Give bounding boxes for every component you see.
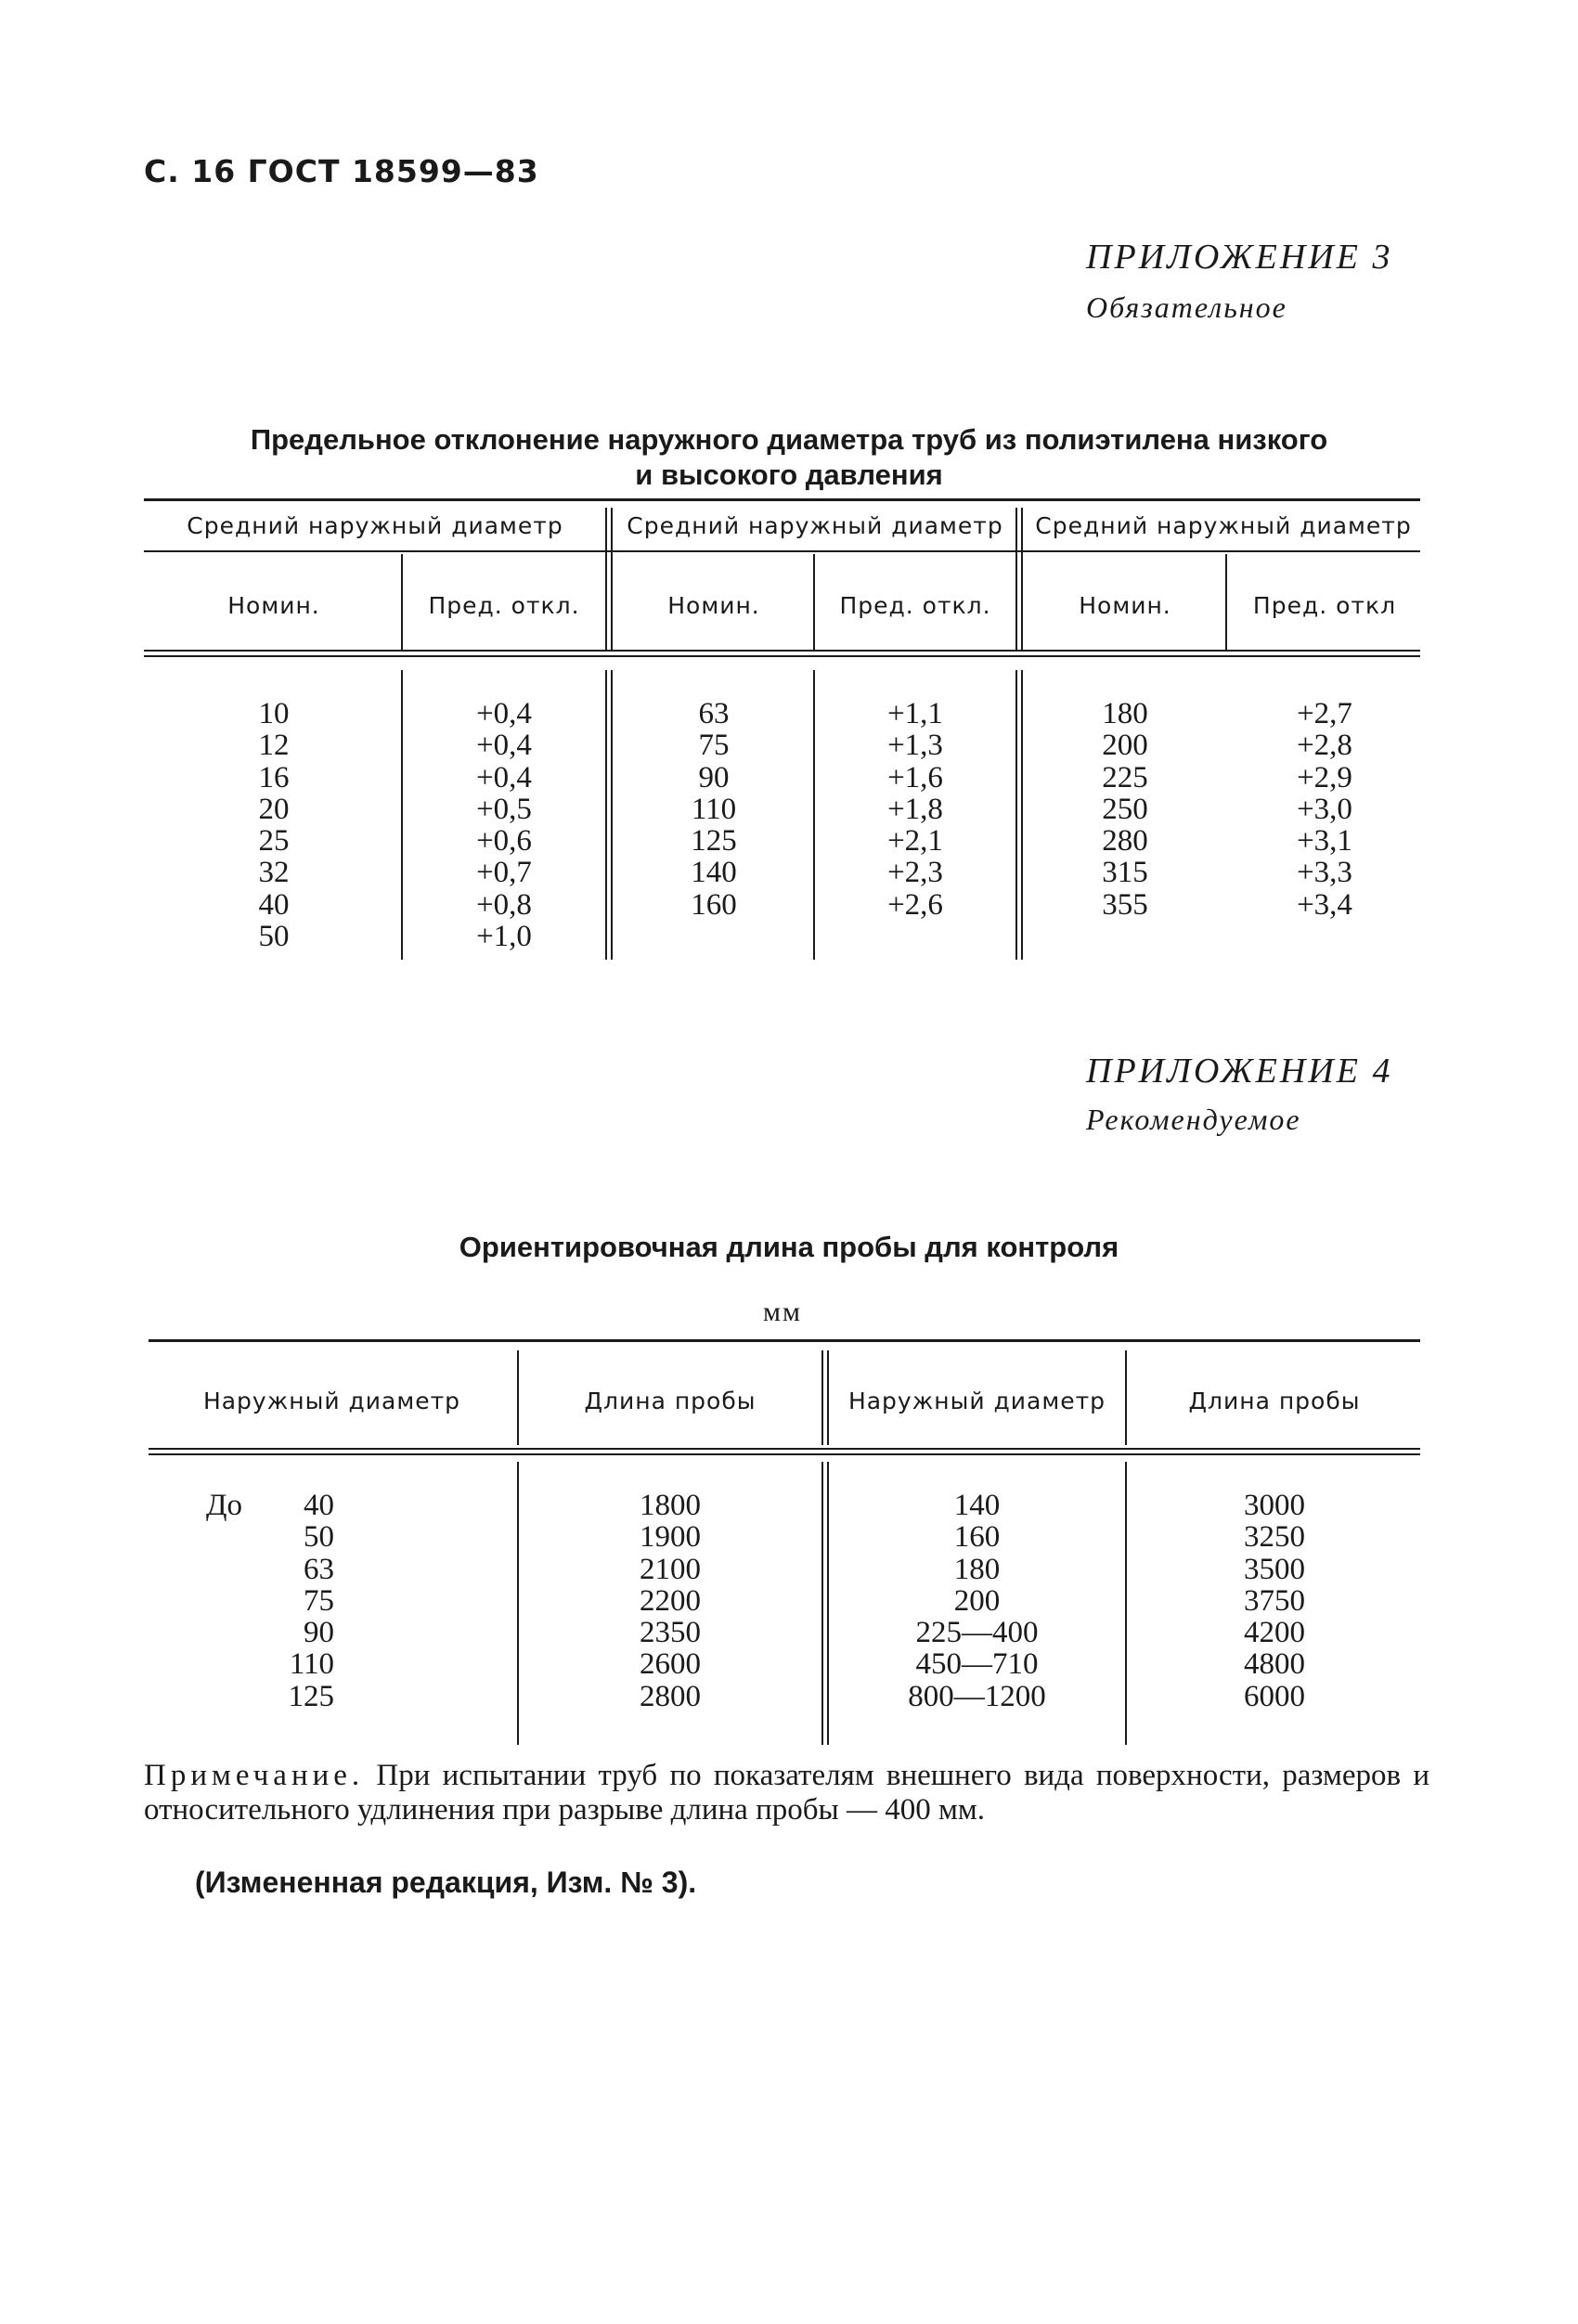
nominal-cell: 225	[1102, 760, 1148, 794]
length-cell: 1900	[640, 1520, 701, 1555]
nominal-cell: 355	[1102, 887, 1148, 922]
length-cell: 4800	[1244, 1647, 1305, 1682]
length-cell: 3250	[1244, 1520, 1305, 1555]
deviation-column	[1229, 698, 1420, 921]
nominal-cell: 125	[691, 824, 737, 859]
table-top-rule	[144, 498, 1420, 501]
deviation-cell: +0,8	[476, 887, 532, 922]
length-cell: 6000	[1244, 1679, 1305, 1713]
edition-note: (Измененная редакция, Изм. № 3).	[195, 1866, 697, 1899]
group-header: Средний наружный диаметр	[1035, 512, 1412, 539]
group-header: Средний наружный диаметр	[187, 512, 563, 539]
nominal-cell: 140	[691, 856, 737, 890]
appendix4-subtitle: Рекомендуемое	[1086, 1103, 1301, 1136]
col-divider	[1125, 1462, 1127, 1745]
appendix3-table-title	[139, 422, 1439, 493]
deviation-column	[405, 698, 603, 952]
nominal-cell: 110	[691, 792, 737, 826]
nominal-cell: 280	[1102, 824, 1148, 859]
deviation-cell: +2,6	[887, 887, 943, 922]
diameter-column	[241, 1490, 334, 1712]
deviation-cell: +2,8	[1297, 729, 1352, 763]
group-divider	[605, 508, 607, 650]
note-paragraph	[144, 1759, 1429, 1827]
col-header-deviation: Пред. откл.	[428, 592, 580, 619]
col-divider	[401, 670, 403, 960]
group-divider	[611, 508, 613, 650]
table-header-rule	[149, 1448, 1420, 1450]
nominal-cell: 200	[1102, 729, 1148, 763]
nominal-cell: 25	[258, 824, 290, 859]
deviation-cell: +0,5	[476, 792, 532, 826]
col-divider	[517, 1350, 519, 1445]
col-header-length: Длина пробы	[1188, 1388, 1361, 1414]
diameter-cell: 180	[953, 1552, 1001, 1586]
deviation-cell: +2,3	[887, 856, 943, 890]
appendix4-title: ПРИЛОЖЕНИЕ 4	[1086, 1052, 1393, 1091]
table-top-rule	[149, 1339, 1420, 1342]
group-divider	[1015, 670, 1017, 960]
appendix4-table-title: Ориентировочная длина пробы для контроля	[459, 1231, 1119, 1263]
mid-divider	[827, 1462, 829, 1745]
length-cell: 1800	[640, 1489, 701, 1522]
diameter-cell: 90	[304, 1616, 334, 1650]
deviation-column	[817, 698, 1014, 921]
length-column	[521, 1490, 820, 1712]
col-header-nominal: Номин.	[1079, 592, 1171, 619]
diameter-cell: 63	[304, 1552, 334, 1586]
prefix-label: До	[206, 1489, 243, 1522]
length-cell: 2350	[640, 1616, 701, 1650]
deviation-cell: +1,8	[887, 792, 943, 826]
col-divider	[813, 554, 815, 650]
diameter-cell: 160	[953, 1520, 1001, 1555]
group-divider	[1021, 670, 1023, 960]
deviation-cell: +3,1	[1297, 824, 1352, 859]
running-header: С. 16 ГОСТ 18599—83	[144, 153, 539, 189]
length-cell: 3750	[1244, 1583, 1305, 1618]
diameter-cell: 140	[953, 1489, 1001, 1522]
nominal-column	[1027, 698, 1223, 921]
deviation-cell: +3,0	[1297, 792, 1352, 826]
nominal-cell: 63	[698, 697, 730, 730]
length-cell: 2200	[640, 1583, 701, 1618]
col-header-diameter: Наружный диаметр	[202, 1388, 461, 1414]
diameter-cell: 225—400	[915, 1616, 1039, 1650]
nominal-column	[149, 698, 399, 952]
appendix3-table-title-line1: Предельное отклонение наружного диаметра труб из полиэтилена низкого	[250, 423, 1328, 456]
col-header-nominal: Номин.	[227, 592, 320, 619]
nominal-column	[616, 698, 811, 921]
length-cell: 2100	[640, 1552, 701, 1586]
diameter-cell: 450—710	[915, 1647, 1039, 1682]
col-divider	[1125, 1350, 1127, 1445]
mid-divider	[821, 1350, 823, 1445]
deviation-cell: +1,6	[887, 760, 943, 794]
appendix3-title: ПРИЛОЖЕНИЕ 3	[1086, 238, 1393, 277]
note-text: При испытании труб по показателям внешнего вида поверхности, размеров и относительного удлинения при разрыве длина пробы — 400 мм.	[144, 1759, 1429, 1827]
deviation-cell: +1,0	[476, 920, 532, 954]
deviation-cell: +1,1	[887, 697, 943, 730]
table-header-rule-2	[149, 1453, 1420, 1455]
nominal-cell: 40	[258, 887, 290, 922]
deviation-cell: +2,9	[1297, 760, 1352, 794]
deviation-cell: +3,4	[1297, 887, 1352, 922]
nominal-cell: 32	[258, 856, 290, 890]
deviation-cell: +0,4	[476, 729, 532, 763]
nominal-cell: 315	[1102, 856, 1148, 890]
table-header-rule	[144, 650, 1420, 652]
deviation-cell: +1,3	[887, 729, 943, 763]
deviation-cell: +0,4	[476, 760, 532, 794]
appendix3-table-title-line2: и высокого давления	[635, 458, 943, 491]
col-header-diameter: Наружный диаметр	[847, 1388, 1106, 1414]
nominal-cell: 10	[258, 697, 290, 730]
diameter-cell: 110	[289, 1647, 334, 1682]
col-divider	[517, 1462, 519, 1745]
table-header-rule-2	[144, 655, 1420, 657]
mid-divider	[821, 1462, 823, 1745]
length-cell: 2600	[640, 1647, 701, 1682]
nominal-cell: 16	[258, 760, 290, 794]
nominal-cell: 75	[698, 729, 730, 763]
col-divider	[813, 670, 815, 960]
nominal-cell: 160	[691, 887, 737, 922]
group-divider	[1015, 508, 1017, 650]
nominal-cell: 50	[258, 920, 290, 954]
diameter-cell: 50	[304, 1520, 334, 1555]
nominal-cell: 90	[698, 760, 730, 794]
group-header: Средний наружный диаметр	[627, 512, 1003, 539]
deviation-cell: +0,7	[476, 856, 532, 890]
diameter-cell: 200	[953, 1583, 1001, 1618]
col-divider	[401, 554, 403, 650]
nominal-cell: 250	[1102, 792, 1148, 826]
nominal-cell: 180	[1102, 697, 1148, 730]
col-header-length: Длина пробы	[584, 1388, 757, 1414]
length-cell: 3000	[1244, 1489, 1305, 1522]
deviation-cell: +0,4	[476, 697, 532, 730]
diameter-cell: 75	[304, 1583, 334, 1618]
nominal-cell: 20	[258, 792, 290, 826]
col-divider	[1225, 554, 1227, 650]
deviation-cell: +2,7	[1297, 697, 1352, 730]
mid-divider	[827, 1350, 829, 1445]
diameter-cell: 40	[304, 1489, 334, 1522]
group-divider	[1021, 508, 1023, 650]
diameter-cell: 800—1200	[908, 1679, 1046, 1713]
col-header-deviation: Пред. откл.	[839, 592, 991, 619]
diameter-cell: 125	[288, 1679, 334, 1713]
table-group-rule	[144, 550, 1420, 552]
deviation-cell: +3,3	[1297, 856, 1352, 890]
unit-label: мм	[763, 1297, 802, 1327]
nominal-cell: 12	[258, 729, 290, 763]
length-cell: 3500	[1244, 1552, 1305, 1586]
length-cell: 4200	[1244, 1616, 1305, 1650]
diameter-column	[831, 1490, 1123, 1712]
group-divider	[605, 670, 607, 960]
appendix3-subtitle: Обязательное	[1086, 290, 1287, 324]
deviation-cell: +0,6	[476, 824, 532, 859]
length-column	[1129, 1490, 1420, 1712]
col-header-nominal: Номин.	[667, 592, 760, 619]
note-label: Примечание.	[144, 1759, 365, 1792]
deviation-cell: +2,1	[887, 824, 943, 859]
group-divider	[611, 670, 613, 960]
length-cell: 2800	[640, 1679, 701, 1713]
col-header-deviation: Пред. откл	[1252, 592, 1397, 619]
